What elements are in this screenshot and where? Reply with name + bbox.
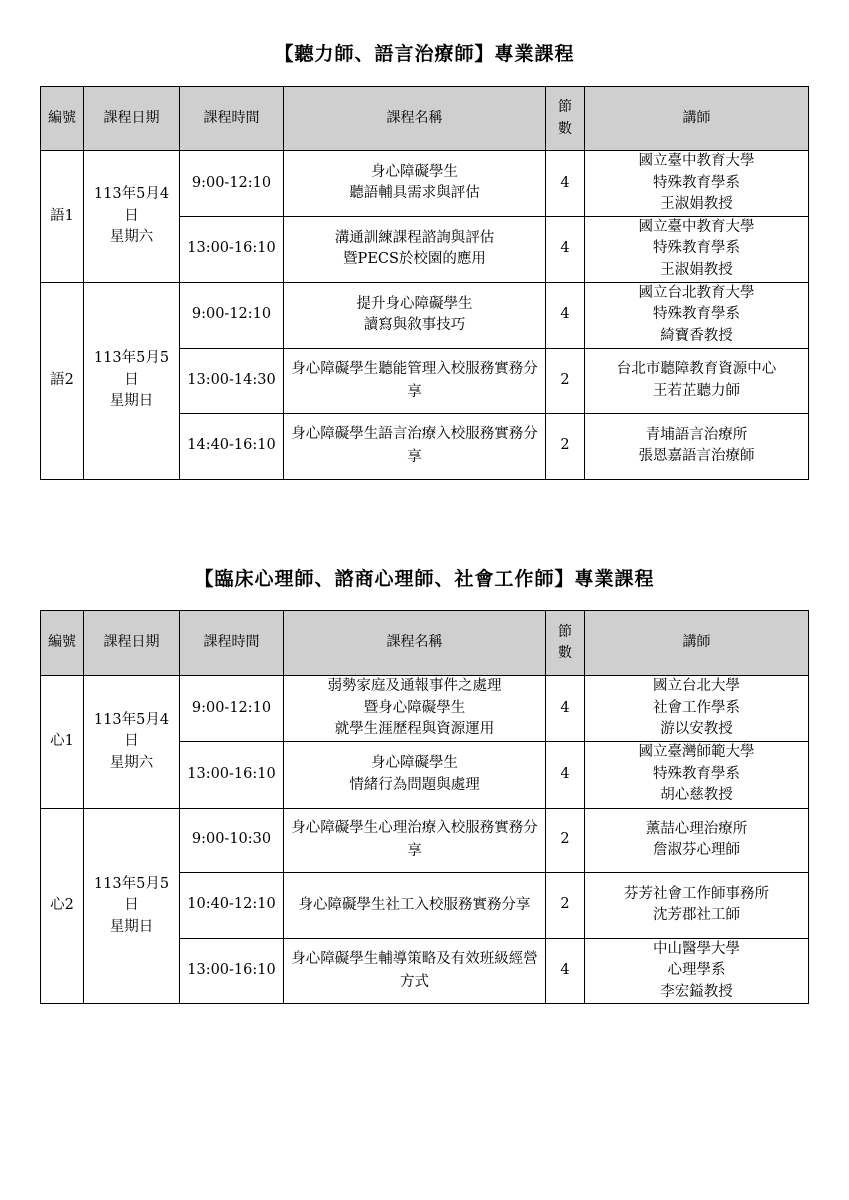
section1-title: 【聽力師、語言治療師】專業課程: [274, 43, 575, 65]
table-row: [41, 282, 809, 348]
course-time: 9:00-10:30: [180, 808, 284, 872]
course-name: 身心障礙學生語言治療入校服務實務分享: [284, 413, 546, 479]
header-date: 課程日期: [84, 87, 180, 151]
course-name: 身心障礙學生 聽語輔具需求與評估: [284, 151, 546, 217]
table-row: [41, 808, 809, 872]
table-header-row: [41, 611, 809, 676]
course-sessions: 2: [546, 872, 585, 938]
course-instructor: 國立臺灣師範大學 特殊教育學系 胡心慈教授: [585, 741, 809, 808]
course-table-psych-social: [40, 610, 809, 1004]
group-code: 心1: [41, 676, 84, 809]
course-sessions: 2: [546, 348, 585, 413]
course-time: 9:00-12:10: [180, 151, 284, 217]
course-sessions: 2: [546, 413, 585, 479]
header-date: 課程日期: [84, 611, 180, 676]
course-name: 身心障礙學生輔導策略及有效班級經營方式: [284, 938, 546, 1004]
course-sessions: 4: [546, 741, 585, 808]
course-name: 提升身心障礙學生 讀寫與敘事技巧: [284, 282, 546, 348]
group-date: 113年5月5 日 星期日: [84, 808, 180, 1004]
course-instructor: 國立台北大學 社會工作學系 游以安教授: [585, 676, 809, 742]
group-date: 113年5月4 日 星期六: [84, 676, 180, 809]
course-instructor: 薰喆心理治療所 詹淑芬心理師: [585, 808, 809, 872]
course-name: 身心障礙學生心理治療入校服務實務分享: [284, 808, 546, 872]
course-time: 9:00-12:10: [180, 282, 284, 348]
course-sessions: 4: [546, 151, 585, 217]
course-sessions: 4: [546, 216, 585, 282]
group-date: 113年5月4 日 星期六: [84, 151, 180, 283]
course-sessions: 2: [546, 808, 585, 872]
course-table-speech-hearing: [40, 86, 809, 480]
course-time: 13:00-16:10: [180, 216, 284, 282]
table-row: [41, 676, 809, 742]
group-code: 語2: [41, 282, 84, 479]
course-time: 9:00-12:10: [180, 676, 284, 742]
course-instructor: 芬芳社會工作師事務所 沈芳郡社工師: [585, 872, 809, 938]
table-header-row: [41, 87, 809, 151]
course-time: 13:00-14:30: [180, 348, 284, 413]
group-code: 語1: [41, 151, 84, 283]
course-sessions: 4: [546, 282, 585, 348]
course-sessions: 4: [546, 938, 585, 1004]
header-time: 課程時間: [180, 87, 284, 151]
header-instructor: 講師: [585, 87, 809, 151]
header-sessions: 節 數: [546, 611, 585, 676]
header-time: 課程時間: [180, 611, 284, 676]
group-code: 心2: [41, 808, 84, 1004]
table-row: [41, 151, 809, 217]
course-sessions: 4: [546, 676, 585, 742]
header-code: 編號: [41, 87, 84, 151]
header-course-name: 課程名稱: [284, 87, 546, 151]
course-instructor: 國立臺中教育大學 特殊教育學系 王淑娟教授: [585, 151, 809, 217]
group-date: 113年5月5 日 星期日: [84, 282, 180, 479]
course-name: 身心障礙學生聽能管理入校服務實務分享: [284, 348, 546, 413]
header-course-name: 課程名稱: [284, 611, 546, 676]
course-time: 13:00-16:10: [180, 938, 284, 1004]
course-time: 14:40-16:10: [180, 413, 284, 479]
header-code: 編號: [41, 611, 84, 676]
section2-title: 【臨床心理師、諮商心理師、社會工作師】專業課程: [194, 568, 655, 590]
header-sessions: 節 數: [546, 87, 585, 151]
course-name: 弱勢家庭及通報事件之處理 暨身心障礙學生 就學生涯歷程與資源運用: [284, 676, 546, 742]
course-name: 身心障礙學生 情緒行為問題與處理: [284, 741, 546, 808]
header-instructor: 講師: [585, 611, 809, 676]
course-instructor: 台北市聽障教育資源中心 王若芷聽力師: [585, 348, 809, 413]
course-time: 10:40-12:10: [180, 872, 284, 938]
course-instructor: 青埔語言治療所 張恩嘉語言治療師: [585, 413, 809, 479]
course-instructor: 國立台北教育大學 特殊教育學系 綺寶香教授: [585, 282, 809, 348]
course-time: 13:00-16:10: [180, 741, 284, 808]
course-name: 溝通訓練課程諮詢與評估 暨PECS於校園的應用: [284, 216, 546, 282]
course-instructor: 國立臺中教育大學 特殊教育學系 王淑娟教授: [585, 216, 809, 282]
course-instructor: 中山醫學大學 心理學系 李宏鎰教授: [585, 938, 809, 1004]
course-name: 身心障礙學生社工入校服務實務分享: [284, 872, 546, 938]
